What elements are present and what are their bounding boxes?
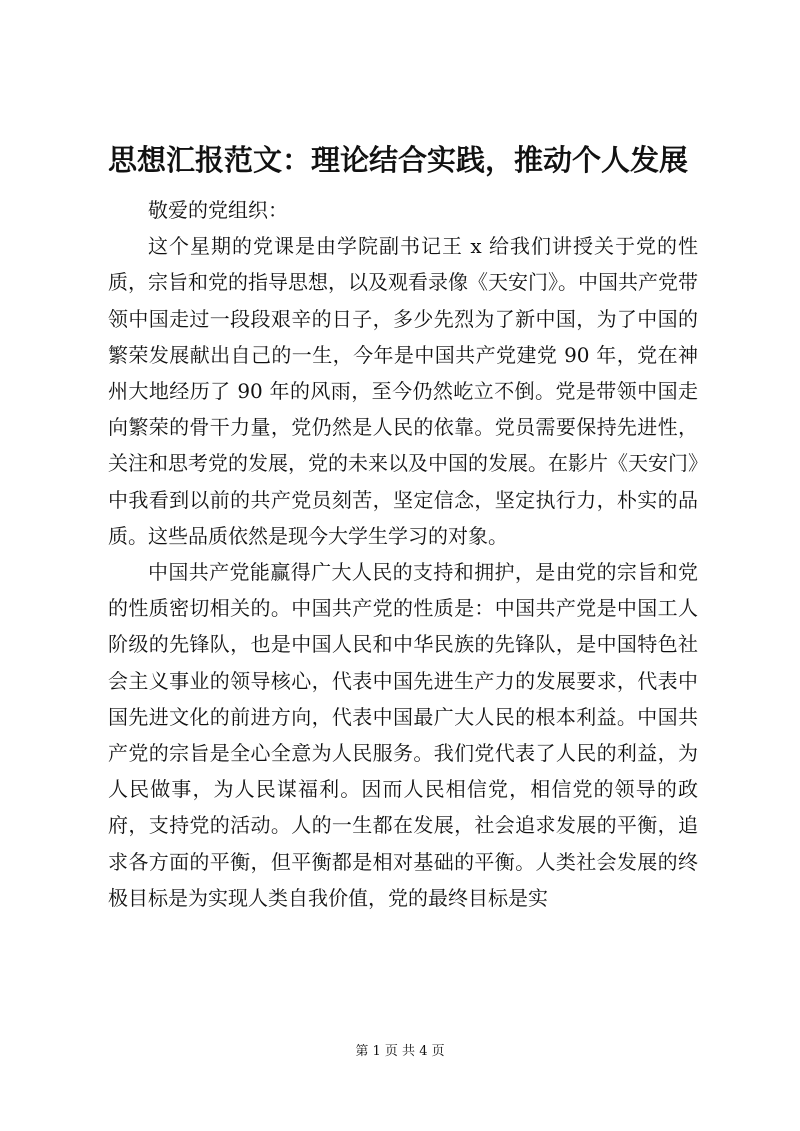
paragraph-2: 中国共产党能赢得广大人民的支持和拥护，是由党的宗旨和党的性质密切相关的。中国共产党的性质是：中国共产党是中国工人阶级的先锋队，也是中国人民和中华民族的先锋队，是中国特色社会主义事业的领导核心，代表中国先进生产力的发展要求，代表中国先进文化的前进方向，代表中国最广大人民的根本利益。中国共产党的宗旨是全心全意为人民服务。我们党代表了人民的利益，为人民做事，为人民谋福利。因而人民相信党，相信党的领导的政府，支持党的活动。人的一生都在发展，社会追求发展的平衡，追求各方面的平衡，但平衡都是相对基础的平衡。人类社会发展的终极目标是为实现人类自我价值，党的最终目标是实 <box>108 560 698 910</box>
document-title: 思想汇报范文：理论结合实践，推动个人发展 <box>108 143 689 177</box>
page-footer: 第 1 页 共 4 页 <box>355 1044 445 1059</box>
paragraph-1: 这个星期的党课是由学院副书记王 x 给我们讲授关于党的性质，宗旨和党的指导思想，以及观看录像《天安门》。中国共产党带领中国走过一段段艰辛的日子，多少先烈为了新中国，为了中国的繁荣发展献出自己的一生，今年是中国共产党建党 90 年，党在神州大地经历了 90 年的风雨，至今仍然屹立不倒。党是带领中国走向繁荣的骨干力量，党仍然是人民的依靠。党员需要保持先进性，关注和思考党的发展，党的未来以及中国的发展。在影片《天安门》中我看到以前的共产党员刻苦，坚定信念，坚定执行力，朴实的品质。这些品质依然是现今大学生学习的对象。 <box>108 234 698 548</box>
salutation: 敬爱的党组织： <box>148 198 288 222</box>
document-body <box>108 192 698 916</box>
